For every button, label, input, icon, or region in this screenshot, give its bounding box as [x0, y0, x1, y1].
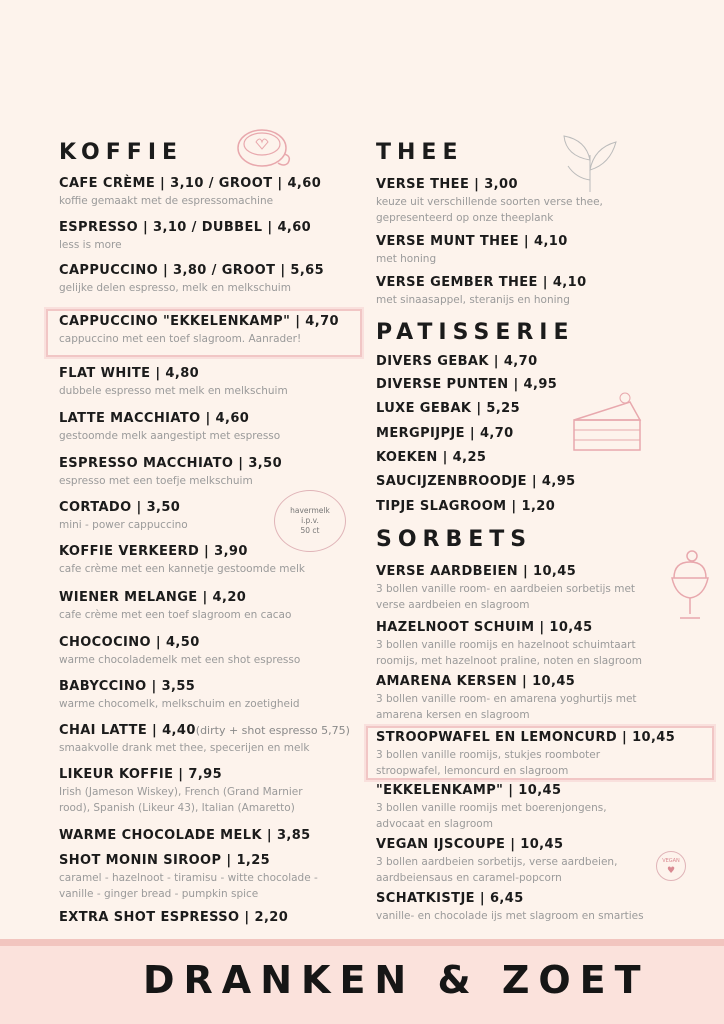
menu-item-name-price: TIPJE SLAGROOM | 1,20	[376, 499, 556, 514]
ice-cream-sundae-icon	[668, 548, 713, 623]
menu-item-title	[59, 263, 324, 279]
menu-item-title	[59, 723, 350, 739]
menu-item-description: cafe crème met een kannetje gestoomde melk	[59, 563, 305, 575]
menu-item-name-price: CAPPUCCINO | 3,80 / GROOT | 5,65	[59, 263, 325, 278]
menu-item-name-price: DIVERSE PUNTEN | 4,95	[376, 377, 558, 392]
menu-item-title	[376, 891, 524, 907]
menu-item-title	[376, 426, 514, 442]
menu-item-description: 3 bollen vanille roomijs, stukjes roomboter stroopwafel, lemoncurd en slagroom	[376, 749, 601, 777]
menu-item-name-price: SCHATKISTJE | 6,45	[376, 891, 524, 906]
menu-item-description: warme chocomelk, melkschuim en zoetigheid	[59, 698, 300, 710]
menu-item-name-price: LATTE MACCHIATO | 4,60	[59, 411, 250, 426]
menu-item-name-price: CAFE CRÈME | 3,10 / GROOT | 4,60	[59, 176, 322, 191]
badge-line: havermelk	[290, 506, 330, 515]
menu-item-description: mini - power cappuccino	[59, 519, 188, 531]
menu-item-name-price: DIVERS GEBAK | 4,70	[376, 354, 538, 369]
menu-item-title	[376, 377, 557, 393]
menu-item-title	[59, 411, 249, 427]
menu-item-title	[376, 564, 576, 580]
menu-item-title	[376, 177, 518, 193]
menu-item-name-price: STROOPWAFEL EN LEMONCURD | 10,45	[376, 730, 676, 745]
menu-item-name-price: VERSE GEMBER THEE | 4,10	[376, 275, 587, 290]
badge-line: 50 ct	[300, 526, 320, 535]
menu-item-description: espresso met een toefje melkschuim	[59, 475, 253, 487]
menu-item-title	[376, 730, 675, 746]
menu-item-title	[59, 366, 199, 382]
menu-item-description: smaakvolle drank met thee, specerijen en melk	[59, 742, 310, 754]
menu-item-title	[59, 828, 311, 844]
menu-item-description: koffie gemaakt met de espressomachine	[59, 195, 274, 207]
menu-item-name-price: KOFFIE VERKEERD | 3,90	[59, 544, 248, 559]
menu-item-name-price: EXTRA SHOT ESPRESSO | 2,20	[59, 910, 289, 925]
koffie-heading: KOFFIE	[59, 140, 184, 165]
menu-item-name-price: AMARENA KERSEN | 10,45	[376, 674, 576, 689]
menu-item-name-price: KOEKEN | 4,25	[376, 450, 487, 465]
menu-item-name-price: ESPRESSO | 3,10 / DUBBEL | 4,60	[59, 220, 312, 235]
menu-item-name-price: SHOT MONIN SIROOP | 1,25	[59, 853, 271, 868]
oat-milk-badge	[274, 490, 346, 552]
menu-item-description: met honing	[376, 253, 437, 265]
menu-item-description: gestoomde melk aangestipt met espresso	[59, 430, 281, 442]
menu-item-title	[59, 220, 311, 236]
menu-item-description: met sinaasappel, steranijs en honing	[376, 294, 570, 306]
footer-title: DRANKEN & ZOET	[143, 958, 650, 1002]
menu-item-name-price: BABYCCINO | 3,55	[59, 679, 196, 694]
menu-item-name-price: ESPRESSO MACCHIATO | 3,50	[59, 456, 283, 471]
menu-item-name-price: CHAI LATTE | 4,40	[59, 723, 196, 738]
menu-item-title	[376, 499, 555, 515]
menu-item-title	[59, 314, 339, 330]
menu-item-description: 3 bollen vanille roomijs en hazelnoot schuimtaart roomijs, met hazelnoot praline, noten en slagroom	[376, 639, 643, 667]
menu-item-title	[59, 853, 270, 869]
menu-item-description: 3 bollen aardbeien sorbetijs, verse aardbeien, aardbeiensaus en caramel-popcorn	[376, 856, 618, 884]
menu-item-name-price: CHOCOCINO | 4,50	[59, 635, 200, 650]
menu-item-title	[376, 783, 561, 799]
menu-item-title	[59, 456, 282, 472]
menu-item-title	[59, 500, 180, 516]
thee-heading: THEE	[376, 140, 464, 165]
menu-item-name-price: FLAT WHITE | 4,80	[59, 366, 200, 381]
menu-item-title	[59, 767, 222, 783]
menu-item-description: Irish (Jameson Wiskey), French (Grand Marnier rood), Spanish (Likeur 43), Italian (Amaretto)	[59, 786, 303, 814]
menu-item-title	[59, 635, 200, 651]
menu-item-description: gelijke delen espresso, melk en melkschuim	[59, 282, 291, 294]
coffee-cup-icon	[234, 126, 294, 176]
menu-item-name-price: LUXE GEBAK | 5,25	[376, 401, 521, 416]
menu-item-description: vanille- en chocolade ijs met slagroom en smarties	[376, 910, 644, 922]
menu-item-description: less is more	[59, 239, 122, 251]
menu-item-title	[59, 679, 195, 695]
sorbets-heading: SORBETS	[376, 527, 533, 552]
menu-item-name-price: VERSE AARDBEIEN | 10,45	[376, 564, 577, 579]
menu-item-title	[376, 234, 568, 250]
menu-item-description: keuze uit verschillende soorten verse thee, gepresenteerd op onze theeplank	[376, 196, 603, 224]
menu-item-title	[59, 910, 288, 926]
menu-item-description: cafe crème met een toef slagroom en cacao	[59, 609, 292, 621]
menu-item-name-price: VERSE MUNT THEE | 4,10	[376, 234, 568, 249]
badge-line: i.p.v.	[301, 516, 319, 525]
menu-item-description: cappuccino met een toef slagroom. Aanrader!	[59, 333, 302, 345]
menu-item-title	[59, 176, 321, 192]
menu-item-title	[59, 590, 246, 606]
menu-item-name-price: SAUCIJZENBROODJE | 4,95	[376, 474, 576, 489]
menu-item-description: caramel - hazelnoot - tiramisu - witte chocolade - vanille - ginger bread - pumpkin spice	[59, 872, 318, 900]
menu-item-title	[376, 354, 538, 370]
menu-item-name-price: "EKKELENKAMP" | 10,45	[376, 783, 562, 798]
menu-item-title	[376, 275, 587, 291]
menu-item-name-price: CORTADO | 3,50	[59, 500, 181, 515]
vegan-badge-label: VEGAN	[662, 858, 680, 864]
footer-accent-line	[0, 939, 724, 946]
menu-item-title	[59, 544, 248, 560]
vegan-badge	[656, 851, 686, 881]
patisserie-heading: PATISSERIE	[376, 320, 575, 345]
menu-item-name-price: VERSE THEE | 3,00	[376, 177, 518, 192]
cake-slice-icon	[570, 390, 645, 455]
menu-item-title	[376, 837, 563, 853]
menu-item-name-price: VEGAN IJSCOUPE | 10,45	[376, 837, 564, 852]
vegan-leaf-icon: ♥	[666, 866, 676, 876]
tea-leaf-icon	[560, 130, 620, 195]
menu-item-title	[376, 401, 520, 417]
menu-item-description: 3 bollen vanille room- en amarena yoghurtijs met amarena kersen en slagroom	[376, 693, 637, 721]
menu-item-name-price: LIKEUR KOFFIE | 7,95	[59, 767, 223, 782]
menu-item-description: dubbele espresso met melk en melkschuim	[59, 385, 288, 397]
menu-item-name-price: WIENER MELANGE | 4,20	[59, 590, 247, 605]
menu-item-description: 3 bollen vanille room- en aardbeien sorbetijs met verse aardbeien en slagroom	[376, 583, 636, 611]
menu-item-description: 3 bollen vanille roomijs met boerenjongens, advocaat en slagroom	[376, 802, 607, 830]
menu-item-name-price: WARME CHOCOLADE MELK | 3,85	[59, 828, 311, 843]
menu-item-title	[376, 474, 576, 490]
menu-item-title	[376, 620, 593, 636]
menu-item-name-price: CAPPUCCINO "EKKELENKAMP" | 4,70	[59, 314, 339, 329]
menu-item-title	[376, 450, 486, 466]
menu-item-title	[376, 674, 575, 690]
menu-item-description: warme chocolademelk met een shot espresso	[59, 654, 301, 666]
menu-item-name-price: HAZELNOOT SCHUIM | 10,45	[376, 620, 593, 635]
menu-item-name-price: MERGPIJPJE | 4,70	[376, 426, 514, 441]
menu-item-note: (dirty + shot espresso 5,75)	[195, 724, 350, 737]
